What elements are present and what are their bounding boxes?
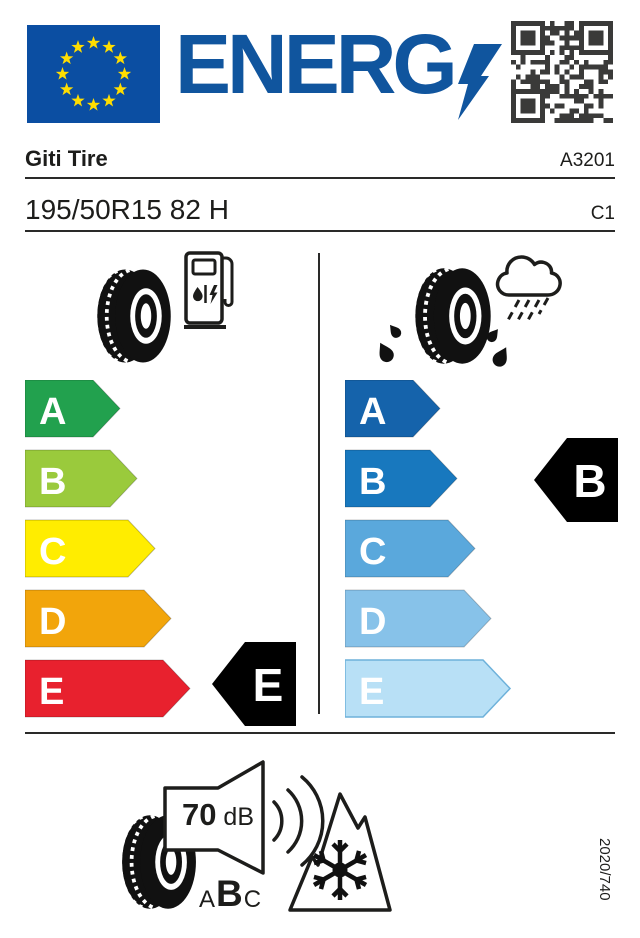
divider-line: [25, 177, 615, 179]
splash-icon: [368, 318, 518, 380]
svg-text:E: E: [39, 671, 65, 713]
noise-value: [176, 797, 260, 833]
noise-class-scale: [199, 875, 261, 912]
wet-rating-indicator: [534, 437, 620, 523]
tyre-class: C1: [590, 203, 615, 224]
wet-grip-scale: [345, 380, 545, 720]
eu-flag-icon: [27, 25, 160, 123]
regulation-number: 2020/740: [596, 838, 613, 901]
noise-class-a: A: [199, 886, 216, 913]
wet-grade-b-arrow: [345, 450, 457, 507]
wet-grade-a-arrow: [345, 380, 440, 437]
noise-db-unit-label: dB: [223, 803, 255, 831]
wet-grade-e-arrow: [345, 660, 510, 717]
energy-logo-text: ENERG: [175, 17, 454, 111]
noise-class-b-selected: B: [216, 873, 243, 914]
fuel-pump-icon: [184, 251, 234, 333]
svg-text:B: B: [39, 461, 67, 503]
fuel-grade-c-arrow: [25, 520, 155, 577]
svg-text:D: D: [39, 601, 67, 643]
column-divider: [318, 253, 320, 714]
size-designation: 195/50R15 82 H: [25, 194, 229, 225]
tire-icon: [95, 266, 173, 366]
supplier-name: Giti Tire: [25, 146, 108, 171]
snow-mountain-icon: [282, 784, 398, 916]
svg-text:B: B: [359, 461, 387, 503]
divider-line: [25, 732, 615, 734]
fuel-grade-e-arrow: [25, 660, 190, 717]
lightning-icon: [452, 44, 502, 120]
svg-text:C: C: [359, 531, 387, 573]
fuel-grade-b-arrow: [25, 450, 137, 507]
svg-text:E: E: [359, 671, 385, 713]
svg-text:D: D: [359, 601, 387, 643]
divider-line: [25, 230, 615, 232]
svg-text:A: A: [39, 391, 67, 433]
wet-grade-d-arrow: [345, 590, 491, 647]
svg-text:E: E: [252, 659, 284, 711]
qr-code: [511, 21, 613, 123]
svg-text:B: B: [573, 455, 607, 507]
fuel-efficiency-scale: [25, 380, 225, 720]
fuel-rating-indicator: [212, 641, 298, 727]
svg-text:A: A: [359, 391, 387, 433]
noise-class-c: C: [243, 886, 262, 913]
svg-text:C: C: [39, 531, 67, 573]
noise-db-number: 70: [181, 797, 217, 832]
fuel-grade-d-arrow: [25, 590, 171, 647]
wet-grade-c-arrow: [345, 520, 475, 577]
rain-cloud-icon: [492, 250, 566, 324]
type-identifier: A3201: [560, 150, 615, 171]
fuel-grade-a-arrow: [25, 380, 120, 437]
